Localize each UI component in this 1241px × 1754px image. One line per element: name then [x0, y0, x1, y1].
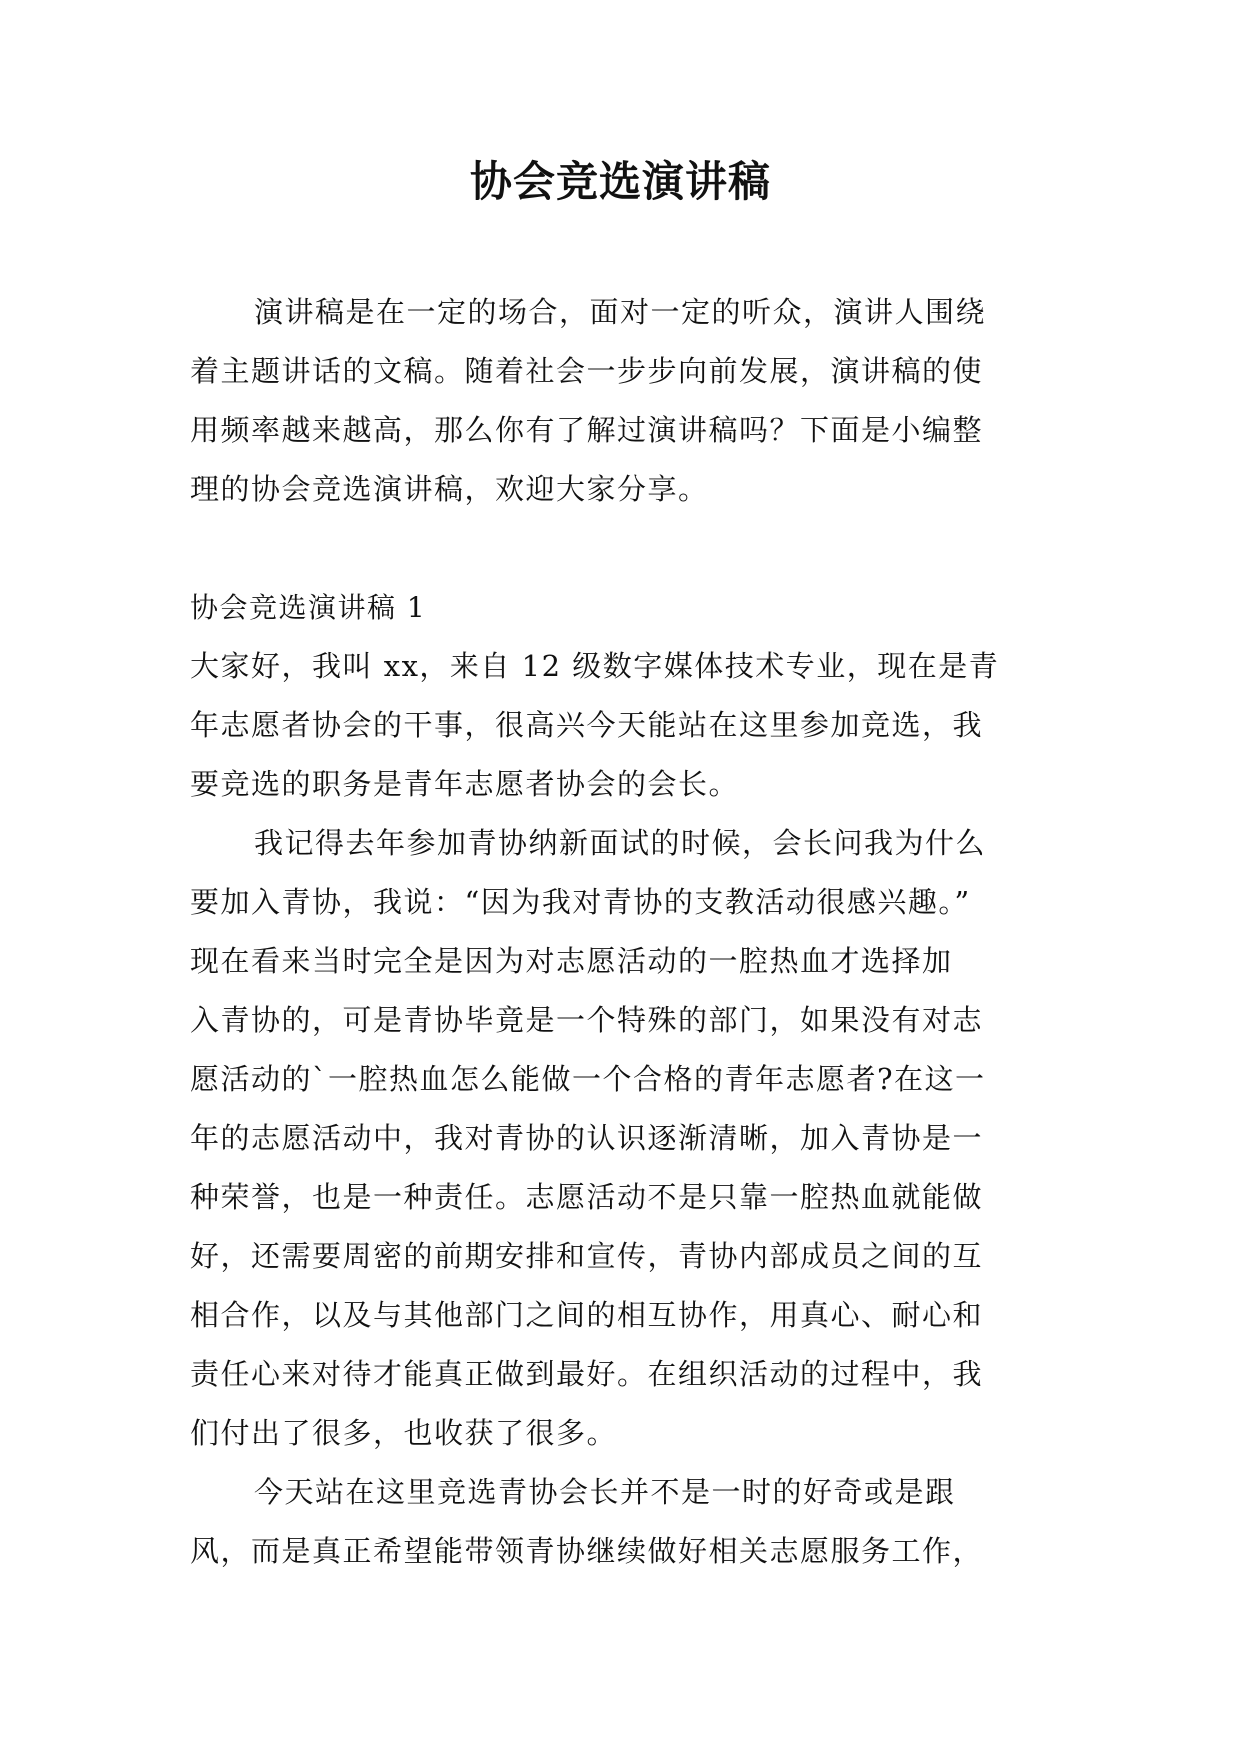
paragraph-line: 好，还需要周密的前期安排和宣传，青协内部成员之间的互	[190, 1239, 984, 1273]
paragraph-line: 相合作，以及与其他部门之间的相互协作，用真心、耐心和	[190, 1298, 984, 1332]
paragraph-line: 入青协的，可是青协毕竟是一个特殊的部门，如果没有对志	[190, 1003, 984, 1037]
paragraph-1	[190, 637, 1050, 814]
document-body	[190, 283, 1050, 1581]
paragraph-3	[190, 1463, 1050, 1581]
document-title: 协会竞选演讲稿	[469, 157, 771, 206]
paragraph-line: 大家好，我叫 xx，来自 12 级数字媒体技术专业，现在是青	[190, 649, 1000, 683]
paragraph-line: 要竞选的职务是青年志愿者协会的会长。	[190, 767, 740, 801]
intro-line: 理的协会竞选演讲稿，欢迎大家分享。	[190, 472, 709, 506]
paragraph-line: 要加入青协，我说：“因为我对青协的支教活动很感兴趣。”	[190, 885, 971, 919]
paragraph-line: 风，而是真正希望能带领青协继续做好相关志愿服务工作，	[190, 1534, 984, 1568]
paragraph-line: 责任心来对待才能真正做到最好。在组织活动的过程中，我	[190, 1357, 984, 1391]
intro-line: 着主题讲话的文稿。随着社会一步步向前发展，演讲稿的使	[190, 354, 984, 388]
paragraph-line: 们付出了很多，也收获了很多。	[190, 1416, 618, 1450]
paragraph-line: 种荣誉，也是一种责任。志愿活动不是只靠一腔热血就能做	[190, 1180, 984, 1214]
paragraph-line: 现在看来当时完全是因为对志愿活动的一腔热血才选择加	[190, 944, 953, 978]
paragraph-line: 愿活动的`一腔热血怎么能做一个合格的青年志愿者?在这一	[190, 1062, 986, 1096]
section-heading: 协会竞选演讲稿 1	[190, 591, 427, 624]
paragraph-line: 我记得去年参加青协纳新面试的时候，会长问我为什么	[254, 826, 987, 860]
paragraph-line: 今天站在这里竞选青协会长并不是一时的好奇或是跟	[254, 1475, 956, 1509]
intro-line: 用频率越来越高，那么你有了解过演讲稿吗？下面是小编整	[190, 413, 984, 447]
intro-line: 演讲稿是在一定的场合，面对一定的听众，演讲人围绕	[254, 295, 987, 329]
paragraph-line: 年志愿者协会的干事，很高兴今天能站在这里参加竞选，我	[190, 708, 984, 742]
spacer	[190, 519, 1050, 578]
paragraph-line: 年的志愿活动中，我对青协的认识逐渐清晰，加入青协是一	[190, 1121, 984, 1155]
paragraph-2	[190, 814, 1050, 1463]
intro-paragraph	[190, 283, 1050, 519]
